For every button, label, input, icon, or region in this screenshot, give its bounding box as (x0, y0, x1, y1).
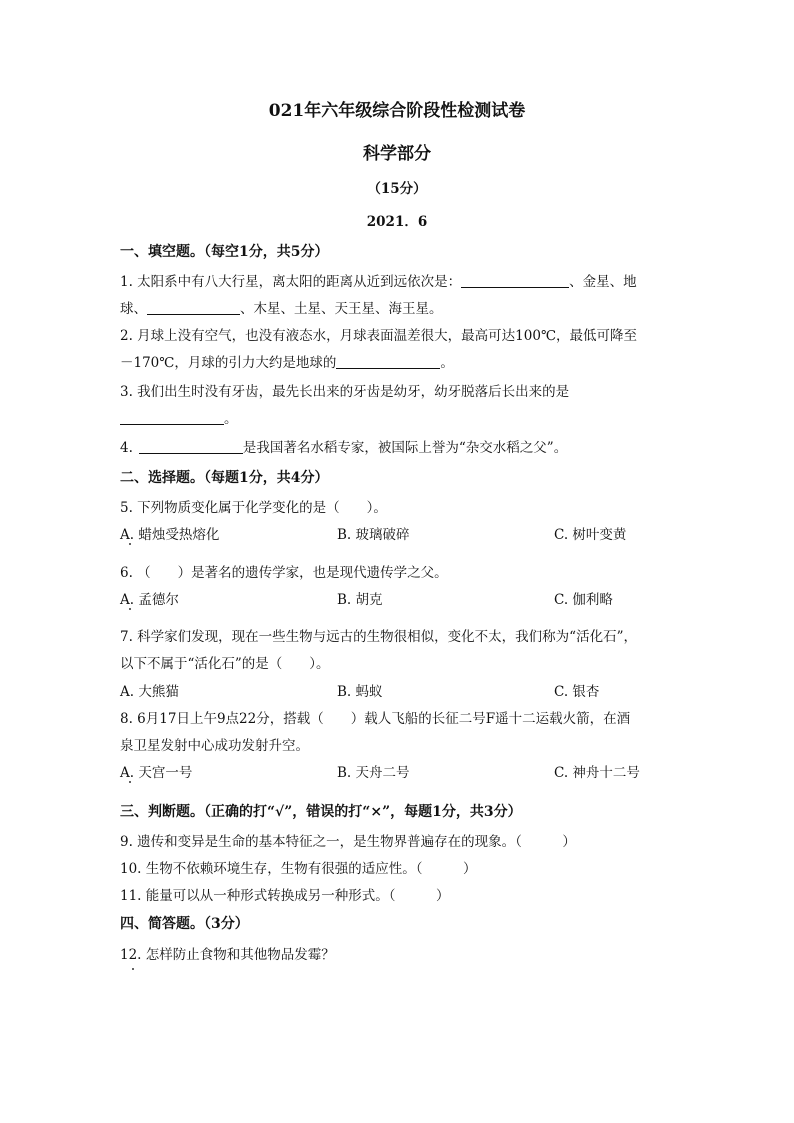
question-11: 11. 能量可以从一种形式转换成另一种形式。（ ） (120, 888, 450, 904)
section-heading-true-false: 三、判断题。（正确的打“√”，错误的打“×”，每题1分，共3分） (120, 804, 522, 820)
question-9: 9. 遗传和变异是生命的基本特征之一，是生物界普遍存在的现象。（ ） (120, 834, 576, 850)
answer-blank[interactable] (139, 439, 243, 454)
page-subtitle: 科学部分 (363, 144, 431, 164)
dot-mark (132, 968, 134, 970)
question-5-option-b[interactable]: B. 玻璃破碎 (337, 527, 410, 543)
question-7-stem-line-2: 以下不属于“活化石”的是（ ）。 (120, 656, 330, 672)
dot-mark (129, 608, 131, 610)
question-7-option-a[interactable]: A. 大熊猫 (120, 684, 179, 700)
answer-blank[interactable] (461, 273, 569, 288)
page-title: 021年六年级综合阶段性检测试卷 (268, 101, 526, 121)
exam-date: 2021．6 (366, 214, 428, 230)
answer-blank[interactable] (336, 354, 440, 369)
question-5-option-c[interactable]: C. 树叶变黄 (554, 527, 627, 543)
question-12: 12. 怎样防止食物和其他物品发霉？ (120, 947, 335, 963)
question-6-option-a[interactable]: A. 孟德尔 (120, 592, 179, 608)
question-7-option-c[interactable]: C. 银杏 (554, 684, 600, 700)
dot-mark (129, 543, 131, 545)
question-2-line-1: 2. 月球上没有空气，也没有液态水，月球表面温差很大，最高可达100℃，最低可降至 (120, 328, 638, 344)
dot-mark (129, 781, 131, 783)
question-6-option-b[interactable]: B. 胡克 (337, 592, 383, 608)
question-3-line-2: 。 (120, 410, 238, 428)
section-heading-short-answer: 四、简答题。（3分） (120, 916, 249, 932)
question-8-option-c[interactable]: C. 神舟十二号 (554, 765, 640, 781)
question-10: 10. 生物不依赖环境生存，生物有很强的适应性。（ ） (120, 861, 477, 877)
question-8-option-a[interactable]: A. 天宫一号 (120, 765, 193, 781)
question-1-line-2: 球、 、木星、土星、天王星、海王星。 (120, 301, 443, 317)
question-5-stem: 5. 下列物质变化属于化学变化的是（ ）。 (120, 500, 387, 516)
section-heading-fill-blank: 一、填空题。（每空1分，共5分） (120, 244, 329, 260)
question-8-stem-line-1: 8. 6月17日上午9点22分，搭载（ ）载人飞船的长征二号F遥十二运载火箭，在酒 (120, 711, 631, 727)
question-2-line-2: －170℃，月球的引力大约是地球的 。 (120, 355, 454, 371)
question-5-option-a[interactable]: A. 蜡烛受热熔化 (120, 527, 220, 543)
question-6-option-c[interactable]: C. 伽利略 (554, 592, 613, 608)
answer-blank[interactable] (120, 410, 224, 425)
question-1-line-1: 1. 太阳系中有八大行星，离太阳的距离从近到远依次是： 、金星、地 (120, 274, 637, 290)
question-4: 4. 是我国著名水稻专家，被国际上誉为“杂交水稻之父”。 (120, 440, 568, 456)
question-7-option-b[interactable]: B. 蚂蚁 (337, 684, 383, 700)
question-7-stem-line-1: 7. 科学家们发现，现在一些生物与远古的生物很相似，变化不太，我们称为“活化石”， (120, 629, 637, 645)
question-3-line-1: 3. 我们出生时没有牙齿，最先长出来的牙齿是幼牙，幼牙脱落后长出来的是 (120, 384, 570, 400)
question-8-stem-line-2: 泉卫星发射中心成功发射升空。 (120, 738, 309, 754)
question-6-stem: 6. （ ）是著名的遗传学家，也是现代遗传学之父。 (120, 565, 448, 581)
answer-blank[interactable] (147, 300, 240, 315)
score-note: （15分） (367, 181, 427, 197)
question-8-option-b[interactable]: B. 天舟二号 (337, 765, 410, 781)
section-heading-choice: 二、选择题。（每题1分，共4分） (120, 470, 329, 486)
